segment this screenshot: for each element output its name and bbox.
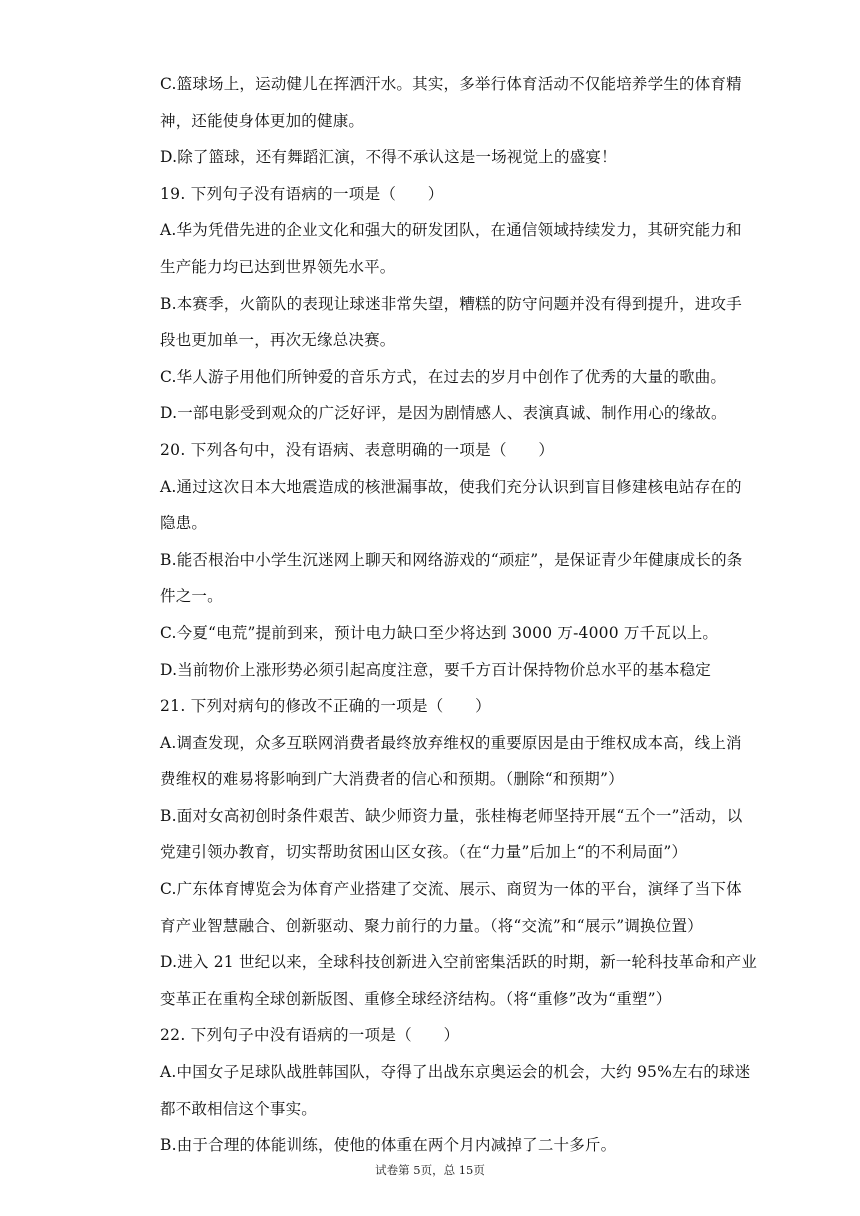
text-line: 生产能力均已达到世界领先水平。 xyxy=(160,257,396,276)
text-line: 19. 下列句子没有语病的一项是（ ） xyxy=(160,184,444,203)
answer-option xyxy=(160,212,742,285)
text-line: B.本赛季，火箭队的表现让球迷非常失望，糟糕的防守问题并没有得到提升，进攻手 xyxy=(160,294,742,313)
text-line: 22. 下列句子中没有语病的一项是（ ） xyxy=(160,1026,460,1045)
question-stem xyxy=(160,432,732,469)
text-line: D.当前物价上涨形势必须引起高度注意，要千方百计保持物价总水平的基本稳定 xyxy=(160,660,712,679)
text-line: D.一部电影受到观众的广泛好评，是因为剧情感人、表演真诚、制作用心的缘故。 xyxy=(160,404,727,423)
question-stem xyxy=(160,176,732,213)
answer-option xyxy=(160,1054,751,1127)
text-line: C.广东体育博览会为体育产业搭建了交流、展示、商贸为一体的平台，演绎了当下体 xyxy=(160,880,742,899)
text-line: 都不敢相信这个事实。 xyxy=(160,1099,318,1118)
text-line: C.华人游子用他们所钟爱的音乐方式，在过去的岁月中创作了优秀的大量的歌曲。 xyxy=(160,367,727,386)
answer-option xyxy=(160,1127,732,1164)
answer-option xyxy=(160,944,758,1017)
question-stem xyxy=(160,1017,732,1054)
page-footer: 试卷第 5页，总 15页 xyxy=(375,1163,485,1177)
text-line: 隐患。 xyxy=(160,514,208,533)
text-line: A.通过这次日本大地震造成的核泄漏事故，使我们充分认识到盲目修建核电站存在的 xyxy=(160,477,742,496)
answer-option xyxy=(160,139,732,176)
text-line: D.进入 21 世纪以来，全球科技创新进入空前密集活跃的时期，新一轮科技革命和产业 xyxy=(160,953,758,972)
question-stem xyxy=(160,688,732,725)
answer-option xyxy=(160,395,732,432)
answer-option xyxy=(160,652,732,689)
answer-option xyxy=(160,66,742,139)
answer-option xyxy=(160,725,742,798)
text-line: C.篮球场上，运动健儿在挥洒汗水。其实，多举行体育活动不仅能培养学生的体育精 xyxy=(160,75,742,93)
answer-option xyxy=(160,615,732,652)
text-line: B.面对女高初创时条件艰苦、缺少师资力量，张桂梅老师坚持开展“五个一”活动，以 xyxy=(160,806,743,825)
text-line: 神，还能使身体更加的健康。 xyxy=(160,111,365,130)
answer-option xyxy=(160,286,742,359)
answer-option xyxy=(160,469,742,542)
answer-option xyxy=(160,542,743,615)
text-line: B.由于合理的体能训练，使他的体重在两个月内减掉了二十多斤。 xyxy=(160,1136,617,1155)
question-content xyxy=(160,66,758,1164)
text-line: 件之一。 xyxy=(160,587,223,606)
text-line: 党建引领办教育，切实帮助贫困山区女孩。（在“力量”后加上“的不利局面”） xyxy=(160,843,688,862)
text-line: C.今夏“电荒”提前到来，预计电力缺口至少将达到 3000 万-4000 万千瓦以上。 xyxy=(160,623,719,642)
text-line: 段也更加单一，再次无缘总决赛。 xyxy=(160,331,396,350)
text-line: A.中国女子足球队战胜韩国队，夺得了出战东京奥运会的机会，大约 95%左右的球迷 xyxy=(160,1063,751,1082)
answer-option xyxy=(160,798,743,871)
text-line: 变革正在重构全球创新版图、重修全球经济结构。（将“重修”改为“重塑”） xyxy=(160,989,672,1008)
text-line: B.能否根治中小学生沉迷网上聊天和网络游戏的“顽症”，是保证青少年健康成长的条 xyxy=(160,550,743,569)
text-line: 20. 下列各句中，没有语病、表意明确的一项是（ ） xyxy=(160,440,555,459)
answer-option xyxy=(160,359,732,396)
text-line: A.调查发现，众多互联网消费者最终放弃维权的重要原因是由于维权成本高，线上消 xyxy=(160,733,742,752)
text-line: 21. 下列对病句的修改不正确的一项是（ ） xyxy=(160,697,491,716)
text-line: D.除了篮球，还有舞蹈汇演，不得不承认这是一场视觉上的盛宴！ xyxy=(160,148,617,167)
text-line: A.华为凭借先进的企业文化和强大的研发团队，在通信领域持续发力，其研究能力和 xyxy=(160,221,742,240)
answer-option xyxy=(160,871,742,944)
text-line: 费维权的难易将影响到广大消费者的信心和预期。（删除“和预期”） xyxy=(160,770,624,789)
text-line: 育产业智慧融合、创新驱动、聚力前行的力量。（将“交流”和“展示”调换位置） xyxy=(160,916,703,935)
